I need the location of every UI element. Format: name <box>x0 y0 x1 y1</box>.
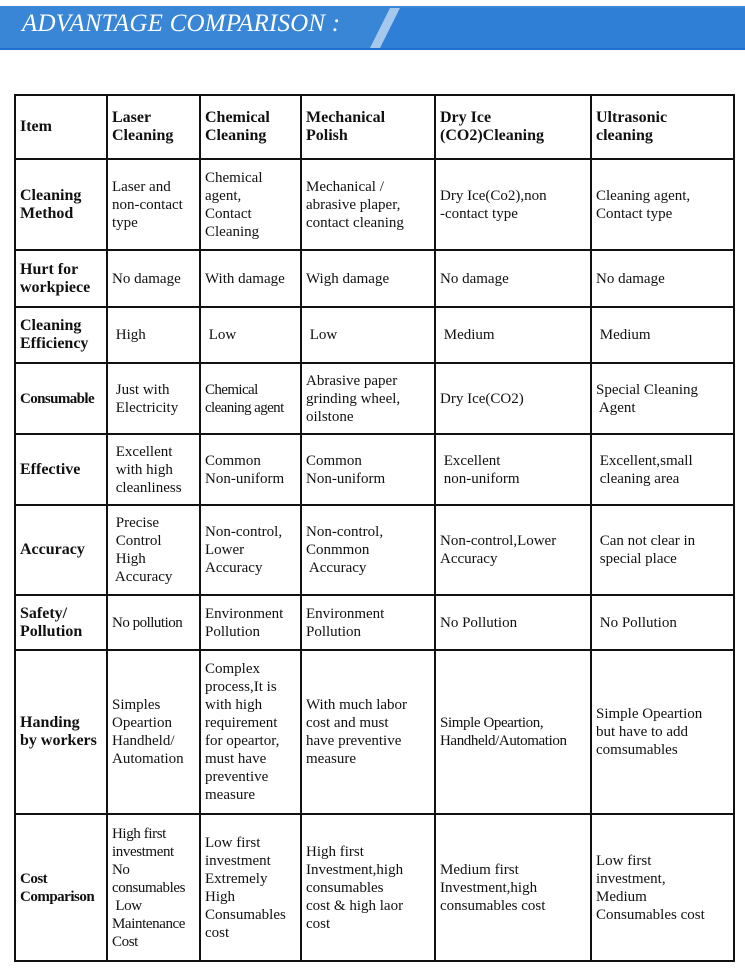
table-cell: High first Investment,high consumables cost & high laor cost <box>301 814 435 961</box>
row-header: Safety/ Pollution <box>15 595 107 650</box>
table-cell: Laser and non-contact type <box>107 159 200 250</box>
table-cell: Medium <box>435 307 591 363</box>
table-cell: Environment Pollution <box>301 595 435 650</box>
table-cell: Can not clear in special place <box>591 505 734 595</box>
row-header: Handing by workers <box>15 650 107 814</box>
row-header: Consumable <box>15 363 107 434</box>
row-header: Cost Comparison <box>15 814 107 961</box>
table-cell: No Pollution <box>591 595 734 650</box>
table-cell: No damage <box>107 250 200 307</box>
table-cell: High first investment No consumables Low Maintenance Cost <box>107 814 200 961</box>
header-cell-ultrasonic: Ultrasonic cleaning <box>591 95 734 159</box>
table-cell: Non-control, Conmmon Accuracy <box>301 505 435 595</box>
table-row <box>15 595 734 650</box>
table-row <box>15 307 734 363</box>
row-header: Accuracy <box>15 505 107 595</box>
table-cell: Excellent non-uniform <box>435 434 591 505</box>
row-header: Hurt for workpiece <box>15 250 107 307</box>
table-cell: Chemical agent, Contact Cleaning <box>200 159 301 250</box>
table-cell: Complex process,It is with high requirement for opeartor, must have preventive measure <box>200 650 301 814</box>
page-title: ADVANTAGE COMPARISON : <box>22 10 341 37</box>
table-row <box>15 814 734 961</box>
header-banner <box>0 0 745 62</box>
header-cell-mechanical: Mechanical Polish <box>301 95 435 159</box>
table-row <box>15 159 734 250</box>
table-cell: Common Non-uniform <box>200 434 301 505</box>
table-cell: No Pollution <box>435 595 591 650</box>
header-cell-dry-ice: Dry Ice (CO2)Cleaning <box>435 95 591 159</box>
table-cell: Low first investment, Medium Consumables cost <box>591 814 734 961</box>
table-cell: Special Cleaning Agent <box>591 363 734 434</box>
header-cell-laser: Laser Cleaning <box>107 95 200 159</box>
table-cell: Environment Pollution <box>200 595 301 650</box>
table-cell: Medium <box>591 307 734 363</box>
table-cell: With much labor cost and must have preventive measure <box>301 650 435 814</box>
table-row <box>15 434 734 505</box>
comparison-table <box>14 94 735 962</box>
table-row <box>15 505 734 595</box>
table-cell: Precise Control High Accuracy <box>107 505 200 595</box>
table-cell: No damage <box>435 250 591 307</box>
table-cell: Simples Opeartion Handheld/ Automation <box>107 650 200 814</box>
table-cell: Dry Ice(Co2),non -contact type <box>435 159 591 250</box>
header-row <box>15 95 734 159</box>
header-cell-chemical: Chemical Cleaning <box>200 95 301 159</box>
table-cell: Abrasive paper grinding wheel, oilstone <box>301 363 435 434</box>
table-cell: Low first investment Extremely High Consumables cost <box>200 814 301 961</box>
header-cell-item: Item <box>15 95 107 159</box>
table-row <box>15 650 734 814</box>
table-cell: Just with Electricity <box>107 363 200 434</box>
table-cell: No damage <box>591 250 734 307</box>
table-cell: Dry Ice(CO2) <box>435 363 591 434</box>
table-cell: No pollution <box>107 595 200 650</box>
table-cell: Excellent,small cleaning area <box>591 434 734 505</box>
table-cell: Non-control,Lower Accuracy <box>435 505 591 595</box>
table-cell: Simple Opeartion, Handheld/Automation <box>435 650 591 814</box>
row-header: Effective <box>15 434 107 505</box>
table-row <box>15 250 734 307</box>
table-cell: Low <box>301 307 435 363</box>
table-cell: With damage <box>200 250 301 307</box>
table-cell: Medium first Investment,high consumables cost <box>435 814 591 961</box>
table-cell: Cleaning agent, Contact type <box>591 159 734 250</box>
table-cell: Chemical cleaning agent <box>200 363 301 434</box>
table-cell: Simple Opeartion but have to add comsumables <box>591 650 734 814</box>
table-cell: Non-control, Lower Accuracy <box>200 505 301 595</box>
table-cell: High <box>107 307 200 363</box>
table-cell: Wigh damage <box>301 250 435 307</box>
row-header: Cleaning Efficiency <box>15 307 107 363</box>
table-cell: Common Non-uniform <box>301 434 435 505</box>
table-cell: Mechanical / abrasive plaper, contact cleaning <box>301 159 435 250</box>
row-header: Cleaning Method <box>15 159 107 250</box>
table-cell: Low <box>200 307 301 363</box>
table-row <box>15 363 734 434</box>
table-cell: Excellent with high cleanliness <box>107 434 200 505</box>
